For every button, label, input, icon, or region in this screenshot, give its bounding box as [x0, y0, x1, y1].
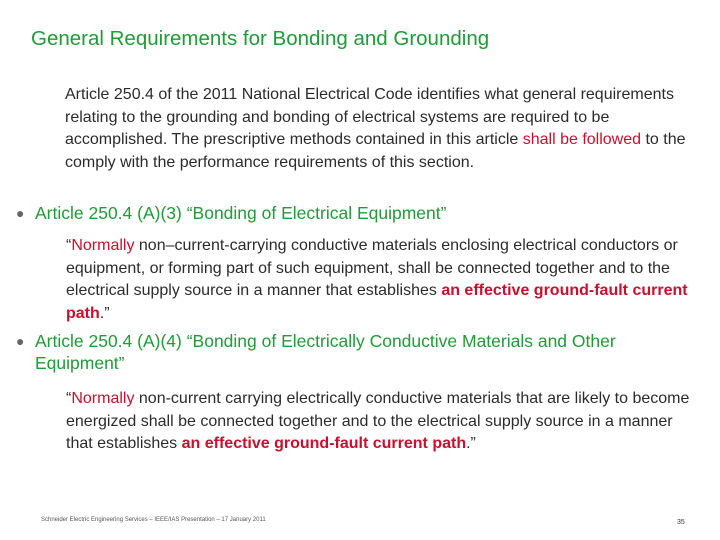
page-number: 35 [677, 519, 685, 526]
bullet-item-250-4-a3 [16, 202, 666, 224]
normally-highlight: Normally [71, 390, 135, 407]
quote-close: .” [99, 304, 110, 322]
bullet-dot-icon: ● [16, 333, 25, 349]
bullet-dot-icon: ● [16, 205, 25, 221]
slide-title: General Requirements for Bonding and Grounding [31, 27, 490, 50]
intro-text-start: Article 250.4 of the 2011 National Electrical Code identifies what general requirements relating to the grounding and bonding of electrical systems are required to be accomplished. The prescriptive methods contained in this article [65, 86, 674, 148]
quote-text: non-current carrying electrically conductive materials that are likely to become energized shall be connected together and to the electrical supply source in a manner that establishes [66, 390, 690, 452]
bullet-item-250-4-a4 [16, 330, 666, 374]
quote-text: non–current-carrying conductive materials enclosing electrical conductors or equipment, or forming part of such equipment, shall be connected together and to the electrical supply source in a manner that establishes [66, 237, 678, 299]
quote-open: “ [66, 237, 72, 254]
intro-text-end: to the comply with the performance requirements of this section. [65, 131, 686, 171]
slide-footer: Schneider Electric Engineering Services – IEEE/IAS Presentation – 17 January 2011 [41, 517, 266, 523]
quote-paragraph-a4 [66, 388, 696, 456]
quote-paragraph-a3 [66, 235, 696, 325]
intro-paragraph [65, 84, 705, 174]
bullet-heading: Article 250.4 (A)(3) “Bonding of Electrical Equipment” [35, 203, 447, 223]
quote-close: .” [466, 435, 476, 452]
effective-path-emphasis: an effective ground-fault current path [181, 435, 467, 452]
normally-highlight: Normally [71, 237, 135, 254]
effective-path-emphasis: an effective ground-fault current path [66, 282, 688, 322]
bullet-heading: Article 250.4 (A)(4) “Bonding of Electrically Conductive Materials and Other Equipment” [35, 331, 616, 373]
shall-be-followed-highlight: shall be followed [522, 131, 642, 148]
quote-open: “ [66, 390, 72, 407]
